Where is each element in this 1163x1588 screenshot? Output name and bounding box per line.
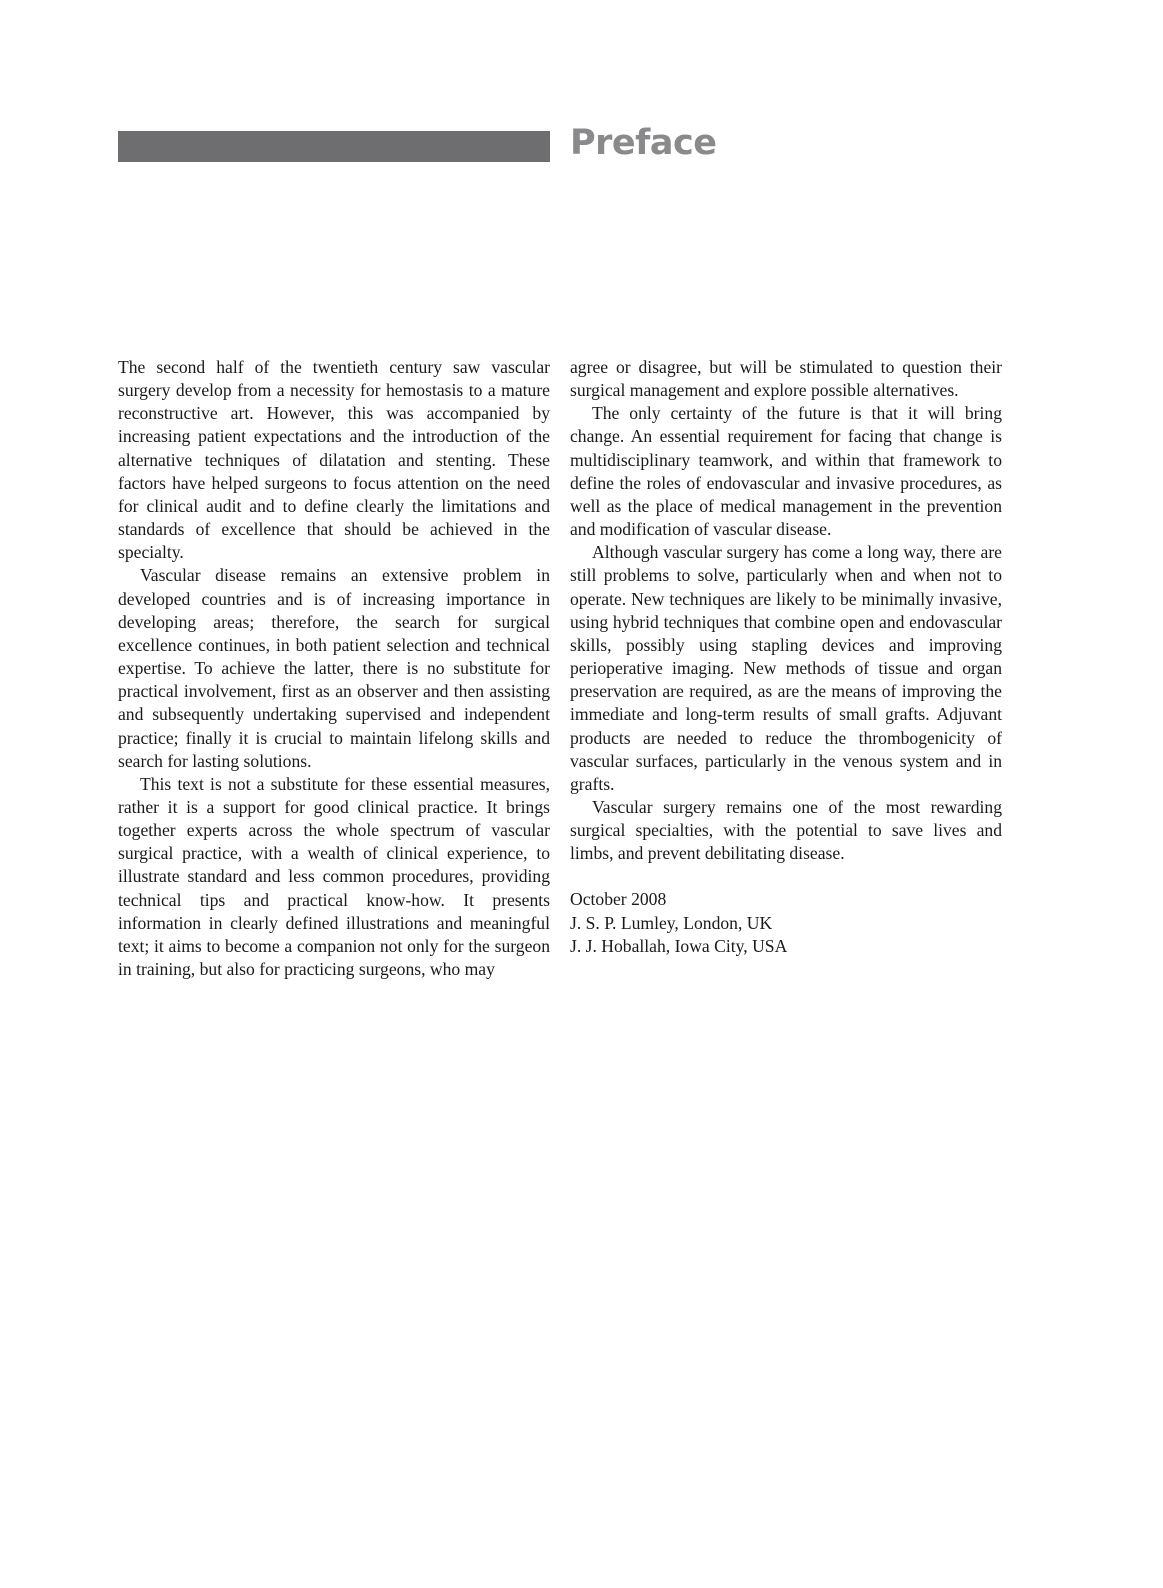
- paragraph: agree or disagree, but will be stimulated to question their surgical management and explore possible alternatives.: [570, 357, 1002, 401]
- paragraph: This text is not a substitute for these essential measures, rather it is a support for good clinical practice. It brings together experts across the whole spectrum of vascular surgical practice, with a wealth of clinical experience, to illustrate standard and less common procedures, providing technical tips and practical know-how. It presents information in clearly defined illustrations and meaningful text; it aims to become a companion not only for the surgeon in training, but also for practicing surgeons, who may: [118, 773, 550, 980]
- paragraph: The only certainty of the future is that it will bring change. An essential requirement for facing that change is multidisciplinary teamwork, and within that framework to define the roles of endovascular and invasive procedures, as well as the place of medical management in the prevention and modification of vascular disease.: [570, 403, 1002, 540]
- signoff: [570, 888, 1002, 957]
- paragraph: The second half of the twentieth century saw vascular surgery develop from a necessity for hemostasis to a mature reconstructive art. However, this was accompanied by increasing patient expectations and the introduction of the alternative techniques of dilatation and stenting. These factors have helped surgeons to focus attention on the need for clinical audit and to define clearly the limitations and standards of excellence that should be achieved in the specialty.: [118, 357, 550, 563]
- signoff-date: October 2008: [570, 889, 667, 910]
- paragraph: Vascular disease remains an extensive problem in developed countries and is of increasing importance in developing areas; therefore, the search for surgical excellence continues, in both patient selection and technical expertise. To achieve the latter, there is no substitute for practical involvement, first as an observer and then assisting and subsequently undertaking supervised and independent practice; finally it is crucial to maintain lifelong skills and search for lasting solutions.: [118, 565, 550, 771]
- paragraph: Vascular surgery remains one of the most rewarding surgical specialties, with the potential to save lives and limbs, and prevent debilitating disease.: [570, 796, 1002, 864]
- page-title: Preface: [570, 123, 717, 163]
- header-bar: [118, 131, 550, 162]
- left-column: [118, 356, 550, 981]
- right-column: [570, 356, 1002, 958]
- signoff-author: J. J. Hoballah, Iowa City, USA: [570, 935, 788, 956]
- paragraph: Although vascular surgery has come a long way, there are still problems to solve, particularly when and when not to operate. New techniques are likely to be minimally invasive, using hybrid techniques that combine open and endovascular skills, possibly using stapling devices and improving perioperative imaging. New methods of tissue and organ preservation are required, as are the means of improving the immediate and long-term results of small grafts. Adjuvant products are needed to reduce the thrombogenicity of vascular surfaces, particularly in the venous system and in grafts.: [570, 542, 1002, 794]
- signoff-author: J. S. P. Lumley, London, UK: [570, 912, 773, 933]
